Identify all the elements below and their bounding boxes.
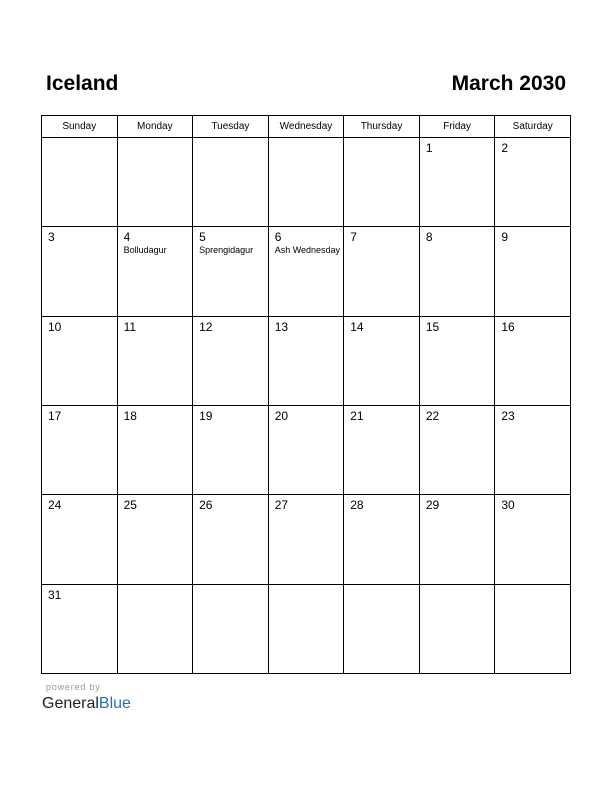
day-cell [344,316,420,405]
day-number: 12 [199,319,213,334]
holiday-label: Bolludagur [123,245,167,256]
generalblue-logo[interactable] [42,694,131,714]
day-cell [419,495,495,584]
empty-day-cell [193,584,269,673]
day-cell [495,405,571,494]
day-cell [268,227,344,316]
empty-day-cell [193,138,269,227]
day-number: 10 [48,319,62,334]
day-number: 26 [199,498,213,513]
day-cell [117,227,193,316]
empty-day-cell [117,138,193,227]
brand-blue-text: Blue [98,695,131,712]
day-number: 27 [274,498,289,513]
day-cell [42,316,118,405]
day-number: 18 [123,408,137,423]
day-number: 19 [199,408,213,423]
week-row [42,227,571,316]
day-cell [42,227,118,316]
holiday-label: Ash Wednesday [274,245,341,256]
empty-day-cell [344,584,420,673]
day-cell [117,316,193,405]
empty-day-cell [268,584,344,673]
day-cell [193,405,269,494]
calendar-grid [41,115,571,674]
weekday-header: Saturday [495,116,571,138]
week-row [42,584,571,673]
day-number: 17 [48,408,62,423]
day-cell [344,227,420,316]
day-cell [495,138,571,227]
week-row [42,138,571,227]
brand-general-text: General [42,695,99,712]
day-cell [495,316,571,405]
day-cell [193,316,269,405]
empty-day-cell [344,138,420,227]
empty-day-cell [268,138,344,227]
day-number: 1 [425,141,433,155]
day-cell [117,405,193,494]
day-cell [344,495,420,584]
day-number: 2 [501,141,509,155]
day-number: 7 [350,230,357,245]
day-number: 23 [501,408,515,423]
weekday-header-row [42,116,571,138]
powered-by-label: powered by [46,682,101,692]
day-cell [419,138,495,227]
country-title: Iceland [46,72,119,95]
day-number: 13 [274,319,289,334]
day-number: 24 [48,498,62,513]
weekday-header: Wednesday [268,116,344,138]
day-cell [117,495,193,584]
day-number: 4 [123,230,131,245]
day-cell [495,495,571,584]
day-cell [419,316,495,405]
day-number: 6 [274,230,282,245]
day-number: 30 [501,498,515,513]
empty-day-cell [419,584,495,673]
day-number: 9 [501,230,509,245]
day-number: 29 [425,498,440,513]
day-number: 16 [501,319,515,334]
day-number: 31 [48,587,62,602]
holiday-label: Sprengidagur [199,245,254,256]
empty-day-cell [117,584,193,673]
day-number: 15 [425,319,440,334]
day-number: 3 [48,230,55,245]
day-cell [268,316,344,405]
weekday-header: Monday [117,116,193,138]
day-number: 25 [123,498,137,513]
day-cell [193,227,269,316]
day-cell [193,495,269,584]
day-cell [419,227,495,316]
weekday-header: Sunday [42,116,118,138]
weekday-header: Tuesday [193,116,269,138]
day-cell [42,405,118,494]
weekday-header: Thursday [344,116,420,138]
day-cell [495,227,571,316]
day-number: 20 [274,408,289,423]
day-number: 28 [350,498,364,513]
day-number: 21 [350,408,364,423]
day-number: 22 [425,408,440,423]
day-cell [42,584,118,673]
day-cell [419,405,495,494]
day-cell [344,405,420,494]
empty-day-cell [495,584,571,673]
day-cell [42,495,118,584]
empty-day-cell [42,138,118,227]
day-number: 8 [425,230,433,245]
week-row [42,495,571,584]
week-row [42,405,571,494]
day-cell [268,405,344,494]
day-number: 5 [199,230,206,245]
month-year-title: March 2030 [451,72,566,95]
day-cell [268,495,344,584]
week-row [42,316,571,405]
weekday-header: Friday [419,116,495,138]
day-number: 11 [123,319,137,334]
day-number: 14 [350,319,364,334]
